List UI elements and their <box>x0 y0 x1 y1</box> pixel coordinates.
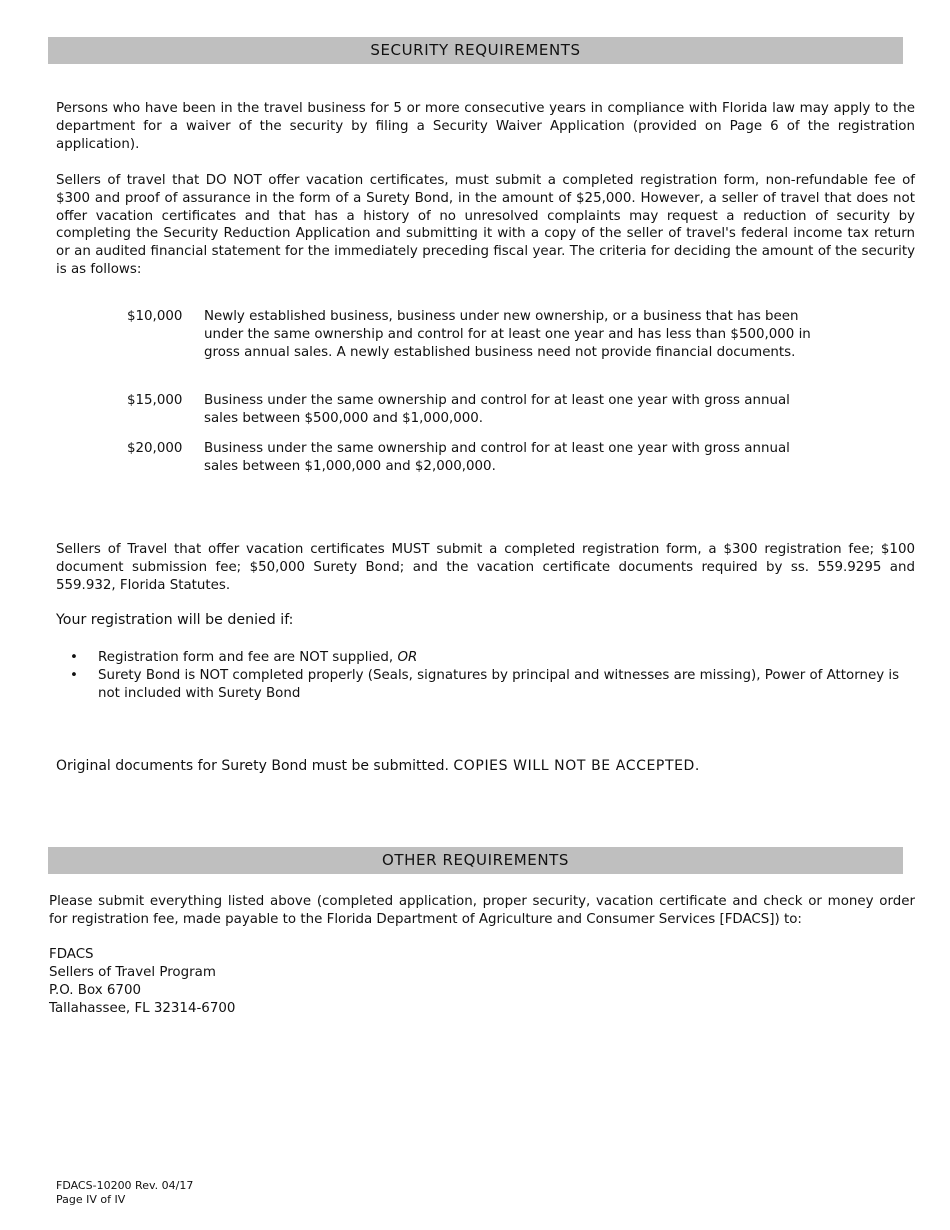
bullet-icon: • <box>70 668 78 683</box>
original-documents-text: Original documents for Surety Bond must be submitted. <box>56 758 454 774</box>
original-documents-notice <box>56 758 915 776</box>
submit-paragraph: Please submit everything listed above (completed application, proper security, vacation certificate and check or money order for registration fee, made payable to the Florida Department of Agriculture and Consumer Services [FDACS]) to: <box>49 894 915 927</box>
address-line: Sellers of Travel Program <box>49 965 216 980</box>
security-requirements-header: SECURITY REQUIREMENTS <box>48 37 903 64</box>
list-item <box>56 649 915 667</box>
address-line: P.O. Box 6700 <box>49 983 141 998</box>
mailing-address <box>49 946 915 1018</box>
list-item <box>56 667 915 703</box>
non-vacation-paragraph: Sellers of travel that DO NOT offer vacation certificates, must submit a completed registration form, non-refundable fee of $300 and proof of assurance in the form of a Surety Bond, in the amount of $25,000. However, a seller of travel that does not offer vacation certificates and that has a history of no unresolved complaints may request a reduction of security by completing the Security Reduction Application and submitting it with a copy of the seller of travel's federal income tax return or an audited financial statement for the immediately preceding fiscal year. The criteria for deciding the amount of the security is as follows: <box>56 173 915 277</box>
denial-reason-text: Registration form and fee are NOT supplied, <box>98 650 398 665</box>
tier-amount: $10,000 <box>127 309 183 324</box>
page-footer <box>56 1179 193 1207</box>
or-emphasis: OR <box>397 650 418 665</box>
bullet-icon: • <box>70 650 78 665</box>
tier-description: Newly established business, business under new ownership, or a business that has been under the same ownership and control for at least one year and has less than $500,000 in gross annual sales. A newly established business need not provide financial documents. <box>204 309 811 360</box>
tier-description: Business under the same ownership and control for at least one year with gross annual sales between $1,000,000 and $2,000,000. <box>204 441 790 474</box>
vacation-certificate-paragraph: Sellers of Travel that offer vacation certificates MUST submit a completed registration form, a $300 registration fee; $100 document submission fee; $50,000 Surety Bond; and the vacation certificate documents required by ss. 559.9295 and 559.932, Florida Statutes. <box>56 542 915 593</box>
other-requirements-header: OTHER REQUIREMENTS <box>48 847 903 874</box>
tier-description: Business under the same ownership and control for at least one year with gross annual sales between $500,000 and $1,000,000. <box>204 393 790 426</box>
denial-reason-text: Surety Bond is NOT completed properly (Seals, signatures by principal and witnesses are missing), Power of Attorney is not included with Surety Bond <box>98 668 900 701</box>
form-number: FDACS-10200 Rev. 04/17 <box>56 1179 194 1192</box>
denied-intro: Your registration will be denied if: <box>56 612 294 628</box>
page-number: Page IV of IV <box>56 1193 126 1206</box>
address-line: FDACS <box>49 947 94 962</box>
tier-amount: $15,000 <box>127 393 183 408</box>
copies-not-accepted: COPIES WILL NOT BE ACCEPTED. <box>453 758 700 774</box>
denial-reasons-list <box>56 649 915 703</box>
address-line: Tallahassee, FL 32314-6700 <box>49 1001 236 1016</box>
tier-amount: $20,000 <box>127 441 183 456</box>
waiver-paragraph: Persons who have been in the travel business for 5 or more consecutive years in compliance with Florida law may apply to the department for a waiver of the security by filing a Security Waiver Application (provided on Page 6 of the registration application). <box>56 101 915 152</box>
